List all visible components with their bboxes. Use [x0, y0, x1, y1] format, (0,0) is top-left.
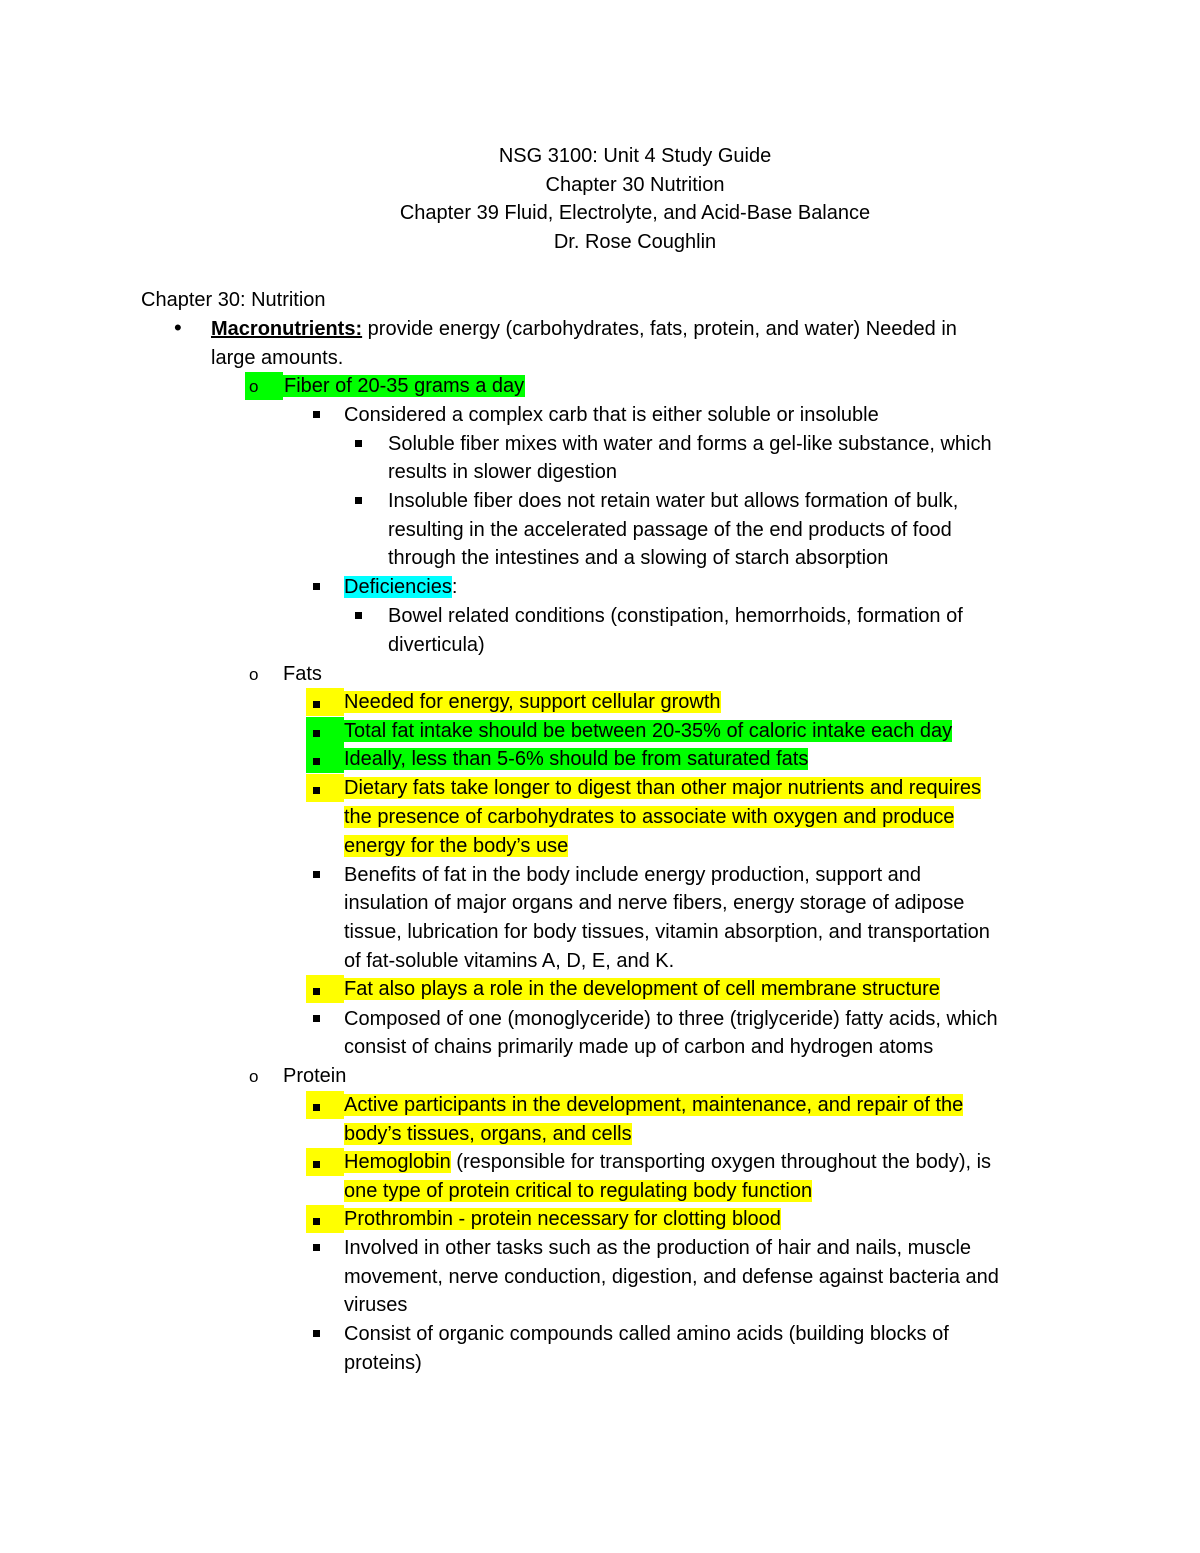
fats-item2-line — [344, 717, 952, 745]
fats-item3: Ideally, less than 5-6% should be from saturated fats — [344, 748, 809, 770]
fiber-marker-highlight — [245, 372, 283, 400]
protein-item1-marker — [306, 1091, 344, 1119]
fats-item6-marker — [306, 975, 344, 1003]
protein-item1-line1-wrap — [344, 1091, 963, 1119]
macronutrients-label: Macronutrients: — [211, 318, 363, 340]
protein-item1-line2: body’s tissues, organs, and cells — [344, 1123, 632, 1145]
square-bullet-icon — [355, 602, 362, 630]
fats-item2-marker — [306, 717, 344, 745]
protein-item2-line1 — [344, 1148, 991, 1176]
fats-item6-line — [344, 975, 940, 1003]
fats-item1-marker — [306, 688, 344, 716]
protein-item3-line — [344, 1205, 781, 1233]
fiber-item1: Considered a complex carb that is either soluble or insoluble — [344, 404, 879, 426]
chapter30-subtitle: Chapter 30 Nutrition — [545, 174, 725, 196]
fats-item3-line — [344, 745, 808, 773]
fats-item4-line1: Dietary fats take longer to digest than other major nutrients and requires — [344, 777, 982, 799]
protein-item4-line2: movement, nerve conduction, digestion, and defense against bacteria and — [344, 1266, 999, 1288]
deficiencies-line — [344, 573, 457, 601]
bullet-dot-icon: • — [174, 315, 182, 340]
fats-item4-line1-wrap — [344, 774, 981, 802]
protein-item3-marker — [306, 1205, 344, 1233]
chapter39-subtitle: Chapter 39 Fluid, Electrolyte, and Acid-Base Balance — [399, 202, 871, 224]
deficiencies-label: Deficiencies — [344, 576, 452, 598]
fats-item2: Total fat intake should be between 20-35% of caloric intake each day — [344, 720, 953, 742]
fats-item5-line1: Benefits of fat in the body include energy production, support and — [344, 864, 922, 886]
square-bullet-icon — [313, 401, 320, 429]
protein-item2-marker — [306, 1148, 344, 1176]
fats-item4-marker — [306, 774, 344, 802]
square-bullet-icon — [313, 1234, 320, 1262]
macronutrients-line2: large amounts. — [211, 347, 344, 369]
fats-item1-line — [344, 688, 721, 716]
protein-item2-line2: one type of protein critical to regulating body function — [344, 1180, 813, 1202]
protein-item5-line2: proteins) — [344, 1352, 422, 1374]
deficiencies-line2: diverticula) — [388, 634, 485, 656]
section-heading: Chapter 30: Nutrition — [141, 289, 326, 311]
author-name: Dr. Rose Coughlin — [553, 231, 717, 253]
fiber-sub2-line3: through the intestines and a slowing of starch absorption — [388, 547, 889, 569]
protein-item2-rest: (responsible for transporting oxygen throughout the body), is — [450, 1151, 992, 1173]
fiber-sub1-line2: results in slower digestion — [388, 461, 617, 483]
protein-item4-line3: viruses — [344, 1294, 408, 1316]
circle-bullet-icon: o — [249, 665, 259, 684]
deficiencies-line1: Bowel related conditions (constipation, hemorrhoids, formation of — [388, 605, 963, 627]
fiber-sub2-line2: resulting in the accelerated passage of the end products of food — [388, 519, 952, 541]
fats-item4-line3: energy for the body’s use — [344, 835, 569, 857]
fats-item7-line1: Composed of one (monoglyceride) to three (triglyceride) fatty acids, which — [344, 1008, 998, 1030]
fats-item4-line2-wrap — [344, 803, 954, 831]
circle-bullet-icon: o — [249, 377, 259, 396]
macronutrients-line1 — [211, 315, 957, 343]
fats-item5-line4: of fat-soluble vitamins A, D, E, and K. — [344, 950, 675, 972]
square-bullet-icon — [313, 861, 320, 889]
square-bullet-icon — [355, 487, 362, 515]
protein-item5-line1: Consist of organic compounds called amino acids (building blocks of — [344, 1323, 949, 1345]
protein-item2-line2-wrap — [344, 1177, 812, 1205]
fats-item5-line3: tissue, lubrication for body tissues, vitamin absorption, and transportation — [344, 921, 990, 943]
deficiencies-colon: : — [451, 576, 458, 598]
protein-item2-highlight: Hemoglobin — [344, 1151, 451, 1173]
square-bullet-icon — [313, 1320, 320, 1348]
fats-item4-line3-wrap — [344, 832, 568, 860]
protein-item1-line2-wrap — [344, 1120, 632, 1148]
fats-heading: Fats — [283, 663, 322, 685]
protein-heading: Protein — [283, 1065, 347, 1087]
fats-item1: Needed for energy, support cellular growth — [344, 691, 721, 713]
circle-bullet-icon: o — [249, 1067, 259, 1086]
protein-item1-line1: Active participants in the development, maintenance, and repair of the — [344, 1094, 964, 1116]
square-bullet-icon — [313, 1005, 320, 1033]
doc-title: NSG 3100: Unit 4 Study Guide — [498, 145, 772, 167]
fats-item7-line2: consist of chains primarily made up of carbon and hydrogen atoms — [344, 1036, 934, 1058]
fiber-heading-line — [283, 372, 525, 400]
fats-item4-line2: the presence of carbohydrates to associate with oxygen and produce — [344, 806, 955, 828]
fats-item6: Fat also plays a role in the development of cell membrane structure — [344, 978, 940, 1000]
fiber-sub2-line1: Insoluble fiber does not retain water but allows formation of bulk, — [388, 490, 959, 512]
fiber-heading: Fiber of 20-35 grams a day — [284, 375, 525, 397]
fats-item3-marker — [306, 745, 344, 773]
macronutrients-text: provide energy (carbohydrates, fats, protein, and water) Needed in — [362, 318, 957, 340]
protein-item4-line1: Involved in other tasks such as the production of hair and nails, muscle — [344, 1237, 972, 1259]
square-bullet-icon — [313, 573, 320, 601]
fats-item5-line2: insulation of major organs and nerve fibers, energy storage of adipose — [344, 892, 965, 914]
square-bullet-icon — [355, 430, 362, 458]
protein-item3: Prothrombin - protein necessary for clotting blood — [344, 1208, 781, 1230]
fiber-sub1-line1: Soluble fiber mixes with water and forms a gel-like substance, which — [388, 433, 992, 455]
